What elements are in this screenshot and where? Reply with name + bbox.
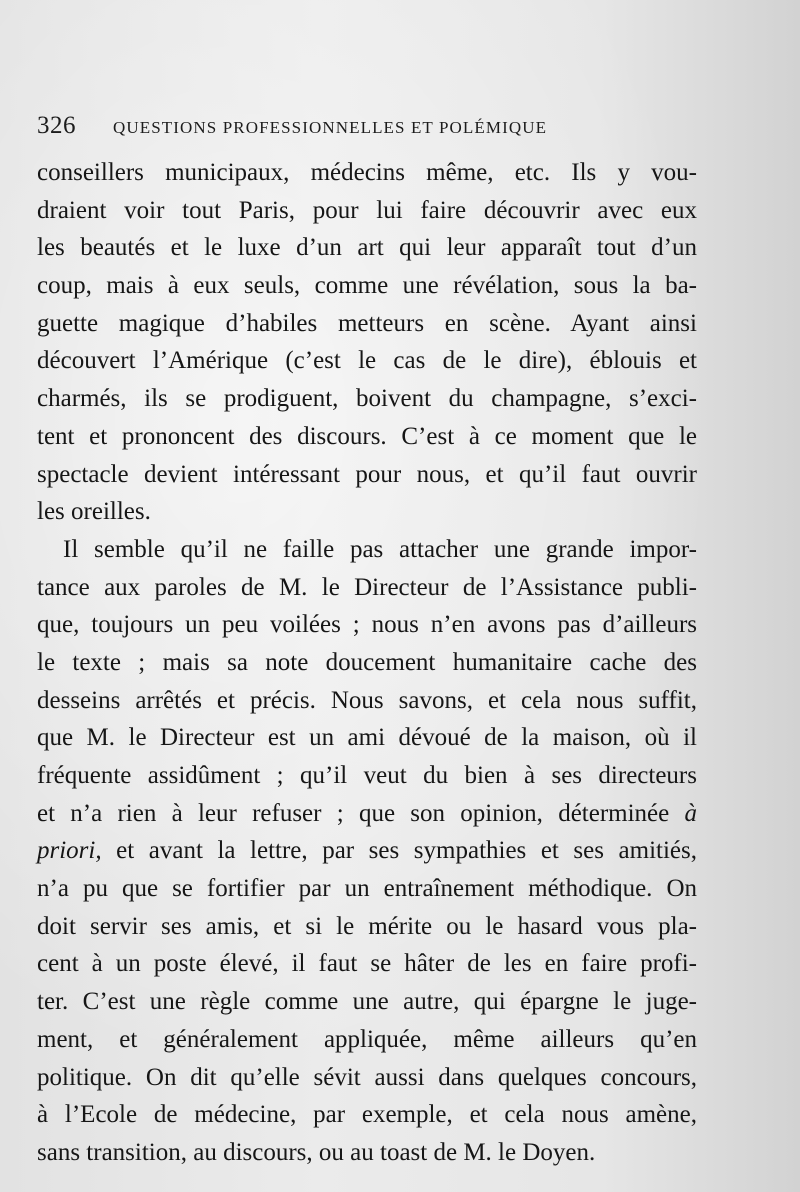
text-line: fréquente assidûment ; qu’il veut du bien à ses directeurs	[37, 762, 697, 789]
text-line: priori, et avant la lettre, par ses sympathies et ses amitiés,	[37, 837, 697, 865]
text-line: coup, mais à eux seuls, comme une révélation, sous la ba-	[37, 272, 697, 300]
text-line: les beautés et le luxe d’un art qui leur apparaît tout d’un	[37, 234, 697, 262]
page-number: 326	[37, 112, 76, 139]
paragraph-2	[37, 531, 697, 1172]
italic-word: priori,	[37, 837, 102, 865]
text-line: charmés, ils se prodiguent, boivent du champagne, s’exci-	[37, 385, 697, 413]
running-title: QUESTIONS PROFESSIONNELLES ET POLÉMIQUE	[113, 118, 548, 137]
text-line: draient voir tout Paris, pour lui faire découvrir avec eux	[37, 196, 697, 224]
text-line	[37, 795, 697, 833]
text-line: que, toujours un peu voilées ; nous n’en avons pas d’ailleurs	[37, 611, 697, 639]
page-header	[37, 112, 717, 146]
text-line: que M. le Directeur est un ami dévoué de la maison, où il	[37, 724, 697, 752]
text-line: n’a pu que se fortifier par un entraînement méthodique. On	[37, 875, 697, 903]
text-line: tance aux paroles de M. le Directeur de l’Assistance publi-	[37, 573, 697, 601]
text-line: les oreilles.	[37, 498, 151, 526]
text-line: spectacle devient intéressant pour nous, et qu’il faut ouvrir	[37, 460, 697, 488]
body-text	[37, 154, 697, 1172]
text-line: découvert l’Amérique (c’est le cas de le dire), éblouis et	[37, 347, 697, 375]
text-line: guette magique d’habiles metteurs en scène. Ayant ainsi	[37, 309, 697, 337]
text-line: ter. C’est une règle comme une autre, qui épargne le juge-	[37, 988, 697, 1016]
italic-word: à	[684, 799, 698, 827]
text-line: doit servir ses amis, et si le mérite ou le hasard vous pla-	[37, 912, 697, 940]
text-line: ment, et généralement appliquée, même ailleurs qu’en	[37, 1025, 697, 1053]
text-segment: et n’a rien à leur refuser ; que son opinion, déterminée	[37, 799, 670, 827]
text-line: sans transition, au discours, ou au toast de M. le Doyen.	[37, 1138, 596, 1166]
text-line: tent et prononcent des discours. C’est à ce moment que le	[37, 422, 697, 450]
paragraph-1	[37, 154, 697, 531]
text-line: desseins arrêtés et précis. Nous savons, et cela nous suffit,	[37, 686, 697, 714]
text-line: à l’Ecole de médecine, par exemple, et cela nous amène,	[37, 1101, 697, 1129]
text-line: politique. On dit qu’elle sévit aussi dans quelques concours,	[37, 1063, 697, 1091]
text-line: Il semble qu’il ne faille pas attacher une grande impor-	[63, 535, 697, 563]
text-line: conseillers municipaux, médecins même, etc. Ils y vou-	[37, 159, 697, 186]
text-line: cent à un poste élevé, il faut se hâter de les en faire profi-	[37, 950, 697, 978]
text-line: le texte ; mais sa note doucement humanitaire cache des	[37, 648, 697, 676]
